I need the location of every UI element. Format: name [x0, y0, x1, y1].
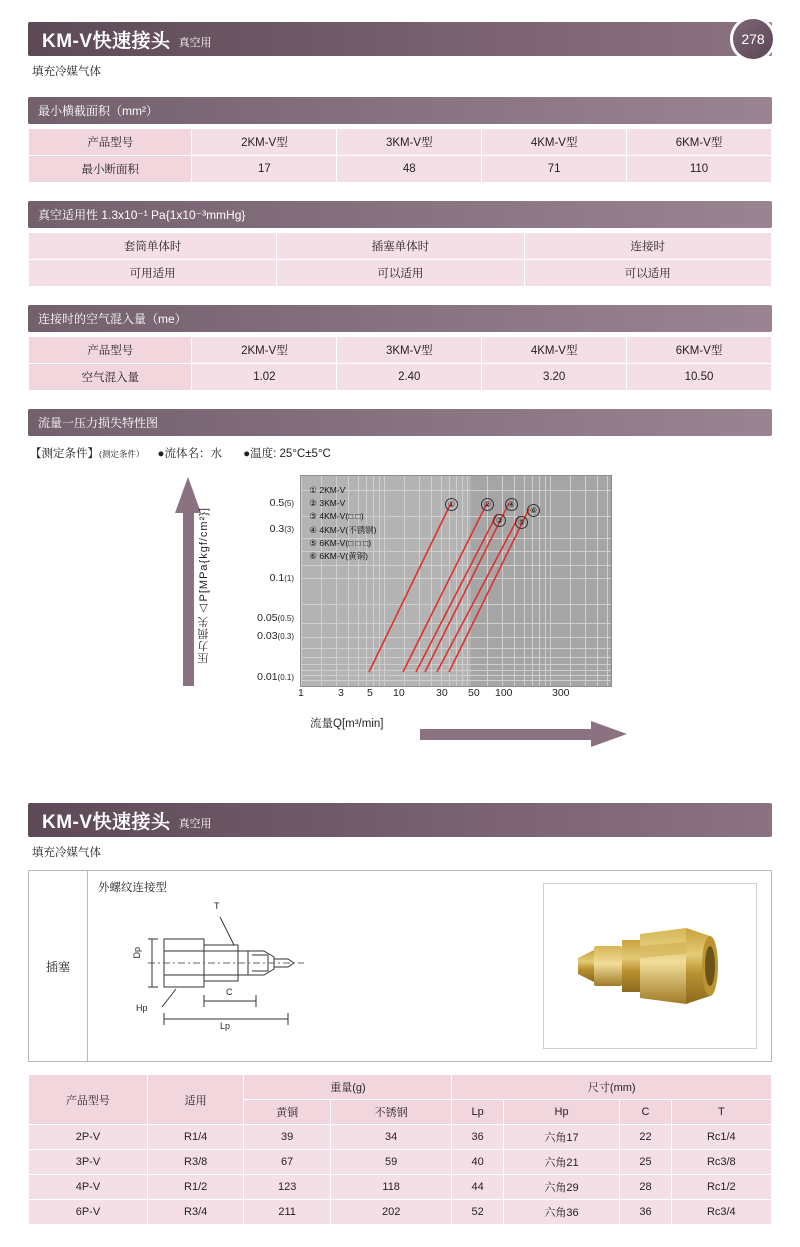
table-air-mix-wrap	[28, 336, 772, 391]
chart-y-axis	[224, 475, 298, 685]
cell: 六角29	[503, 1175, 620, 1200]
x-tick: 300	[552, 687, 570, 699]
chart	[28, 467, 772, 797]
curve-label-1: ①	[445, 498, 458, 511]
legend-item: ⑤ 6KM-V(□ □ □)	[309, 537, 372, 548]
header-weight-group: 重量(g)	[244, 1075, 452, 1100]
cell: 六角36	[503, 1200, 620, 1225]
cell: 36	[620, 1200, 671, 1225]
condition-fluid: ●流体名：水	[157, 448, 222, 460]
cell: Rc3/8	[671, 1150, 771, 1175]
plug-drawing-svg	[128, 889, 408, 1039]
cell: 10.50	[627, 364, 772, 391]
cell: 空气混入量	[29, 364, 192, 391]
cell: 可用适用	[29, 260, 277, 287]
header-dim-hp: Hp	[503, 1100, 620, 1125]
cell: Rc1/2	[671, 1175, 771, 1200]
cell: 39	[244, 1125, 330, 1150]
chart-conditions	[30, 445, 772, 461]
cell: 25	[620, 1150, 671, 1175]
cell: 3P-V	[29, 1150, 148, 1175]
section-band-chart: 流量一压力损失特性图	[28, 409, 772, 436]
connection-type-cell	[88, 871, 543, 1061]
table-row	[29, 1175, 772, 1200]
cell: 211	[244, 1200, 330, 1225]
dimension-drawing	[128, 889, 408, 1039]
page-number-badge: 278	[730, 16, 776, 62]
cell: 67	[244, 1150, 330, 1175]
cell: 插塞单体时	[277, 233, 524, 260]
page-title: KM-V快速接头	[42, 30, 171, 52]
cell: 可以适用	[277, 260, 524, 287]
curve-4	[425, 503, 509, 672]
spec-table	[28, 1074, 772, 1225]
cell: 连接时	[524, 233, 771, 260]
cell: 4KM-V型	[482, 337, 627, 364]
cell: 3.20	[482, 364, 627, 391]
cell: 产品型号	[29, 129, 192, 156]
curve-label-2: ②	[481, 498, 494, 511]
cell: 产品型号	[29, 337, 192, 364]
y-axis-title-text: 压力损失△P[MPa{kgf/cm²}]	[198, 507, 210, 664]
conditions-label: 【测定条件】	[30, 448, 99, 460]
cell: 4P-V	[29, 1175, 148, 1200]
curve-2	[403, 503, 487, 672]
y-tick: 0.1(1)	[269, 572, 294, 584]
section-band-min-area: 最小横截面积（mm²）	[28, 97, 772, 124]
curve-label-6: ⑥	[527, 504, 540, 517]
x-tick: 30	[436, 687, 448, 699]
x-tick: 5	[367, 687, 373, 699]
dim-label-Lp: Lp	[220, 1021, 231, 1031]
cell: R3/4	[147, 1200, 244, 1225]
cell: 48	[337, 156, 482, 183]
cell: 34	[330, 1125, 452, 1150]
cell: R1/2	[147, 1175, 244, 1200]
cell: 36	[452, 1125, 503, 1150]
curve-label-4: ④	[505, 498, 518, 511]
curve-label-5: ⑤	[515, 516, 528, 529]
cell: 2P-V	[29, 1125, 148, 1150]
table-row	[29, 1200, 772, 1225]
y-tick: 0.05(0.5)	[257, 612, 294, 624]
header-weight-steel: 不锈钢	[330, 1100, 452, 1125]
part-label: 插塞	[29, 871, 88, 1061]
cell: 40	[452, 1150, 503, 1175]
legend-item: ① 2KM-V	[309, 485, 346, 495]
cell: 6P-V	[29, 1200, 148, 1225]
curve-3	[416, 514, 497, 672]
cell: 71	[482, 156, 627, 183]
legend-item: ② 3KM-V	[309, 498, 346, 509]
table-row	[29, 364, 772, 391]
cell: 6KM-V型	[627, 337, 772, 364]
y-tick: 0.01(0.1)	[257, 671, 294, 683]
legend-item: ④ 4KM-V(不锈钢)	[309, 524, 377, 535]
spec-table-wrap	[28, 1074, 772, 1225]
y-tick: 0.5(5)	[269, 497, 294, 509]
dim-label-C: C	[226, 987, 233, 997]
chart-y-axis-title	[196, 507, 212, 663]
cell: 套筒单体时	[29, 233, 277, 260]
cell: 52	[452, 1200, 503, 1225]
legend-item: ⑥ 6KM-V(黄铜)	[309, 550, 369, 561]
table-row	[29, 233, 772, 260]
cell: 2.40	[337, 364, 482, 391]
table-min-area	[28, 128, 772, 183]
cell: 2KM-V型	[192, 337, 337, 364]
table-row	[29, 260, 772, 287]
curve-1	[369, 503, 451, 672]
up-arrow-stem	[183, 511, 194, 686]
connection-type-label: 外螺纹连接型	[98, 882, 167, 894]
section-band-vacuum: 真空适用性 1.3x10⁻¹ Pa{1x10⁻³mmHg}	[28, 201, 772, 228]
cell: 28	[620, 1175, 671, 1200]
table-air-mix	[28, 336, 772, 391]
header-applicable: 适用	[147, 1075, 244, 1125]
dim-label-Hp: Hp	[136, 1003, 148, 1013]
x-tick: 100	[495, 687, 513, 699]
curve-5	[437, 516, 519, 672]
cell: 可以适用	[524, 260, 771, 287]
page-header	[28, 22, 772, 56]
cell: 六角17	[503, 1125, 620, 1150]
header-dim-group: 尺寸(mm)	[452, 1075, 772, 1100]
y-tick: 0.3(3)	[269, 523, 294, 535]
cell: 59	[330, 1150, 452, 1175]
cell: 202	[330, 1200, 452, 1225]
cell: 110	[627, 156, 772, 183]
cell: 6KM-V型	[627, 129, 772, 156]
lower-title-suffix: 真空用	[178, 818, 212, 830]
chart-plot-area	[300, 475, 612, 687]
cell: 123	[244, 1175, 330, 1200]
lower-subtitle: 填充冷媒气体	[32, 847, 101, 859]
x-tick: 3	[338, 687, 344, 699]
table-row	[29, 1125, 772, 1150]
table-row	[29, 1150, 772, 1175]
header-dim-t: T	[671, 1100, 771, 1125]
table-row	[29, 337, 772, 364]
chart-x-axis-title: 流量Q[m³/min]	[310, 718, 384, 730]
cell: 118	[330, 1175, 452, 1200]
cell: Rc1/4	[671, 1125, 771, 1150]
cell: 44	[452, 1175, 503, 1200]
x-tick: 10	[393, 687, 405, 699]
page-subtitle: 填充冷媒气体	[32, 66, 101, 78]
curve-label-3: ③	[493, 514, 506, 527]
x-tick: 1	[298, 687, 304, 699]
lower-header	[28, 803, 772, 837]
cell: 4KM-V型	[482, 129, 627, 156]
cell: R3/8	[147, 1150, 244, 1175]
cell: 六角21	[503, 1150, 620, 1175]
cell: 2KM-V型	[192, 129, 337, 156]
header-model: 产品型号	[29, 1075, 148, 1125]
legend-item: ③ 4KM-V(□ □)	[309, 511, 364, 522]
table-row	[29, 1075, 772, 1100]
cell: 17	[192, 156, 337, 183]
condition-temperature: ●温度: 25°C±5°C	[243, 448, 331, 460]
curve-6	[449, 509, 529, 672]
dim-label-Dp: Dp	[132, 947, 142, 959]
cell: 22	[620, 1125, 671, 1150]
header-weight-brass: 黄铜	[244, 1100, 330, 1125]
product-photo-svg	[560, 906, 740, 1026]
cell: R1/4	[147, 1125, 244, 1150]
page	[0, 22, 800, 1247]
header-dim-c: C	[620, 1100, 671, 1125]
y-tick: 0.03(0.3)	[257, 630, 294, 642]
product-photo	[543, 883, 757, 1049]
table-row	[29, 129, 772, 156]
table-vacuum-wrap	[28, 232, 772, 287]
table-row	[29, 156, 772, 183]
x-tick: 50	[468, 687, 480, 699]
header-dim-lp: Lp	[452, 1100, 503, 1125]
lower-title: KM-V快速接头	[42, 811, 171, 833]
dim-label-T: T	[214, 901, 220, 911]
cell: 1.02	[192, 364, 337, 391]
right-arrow-stem	[420, 729, 595, 740]
section-band-air-mix: 连接时的空气混入量（me）	[28, 305, 772, 332]
cell: 3KM-V型	[337, 337, 482, 364]
page-title-suffix: 真空用	[178, 37, 212, 49]
cell: 3KM-V型	[337, 129, 482, 156]
table-vacuum	[28, 232, 772, 287]
conditions-label-small: (测定条件）	[99, 449, 145, 459]
cell: 最小断面积	[29, 156, 192, 183]
cell: Rc3/4	[671, 1200, 771, 1225]
table-min-area-wrap	[28, 128, 772, 183]
right-arrow-decoration	[591, 721, 627, 747]
drawing-photo-box	[28, 870, 772, 1062]
